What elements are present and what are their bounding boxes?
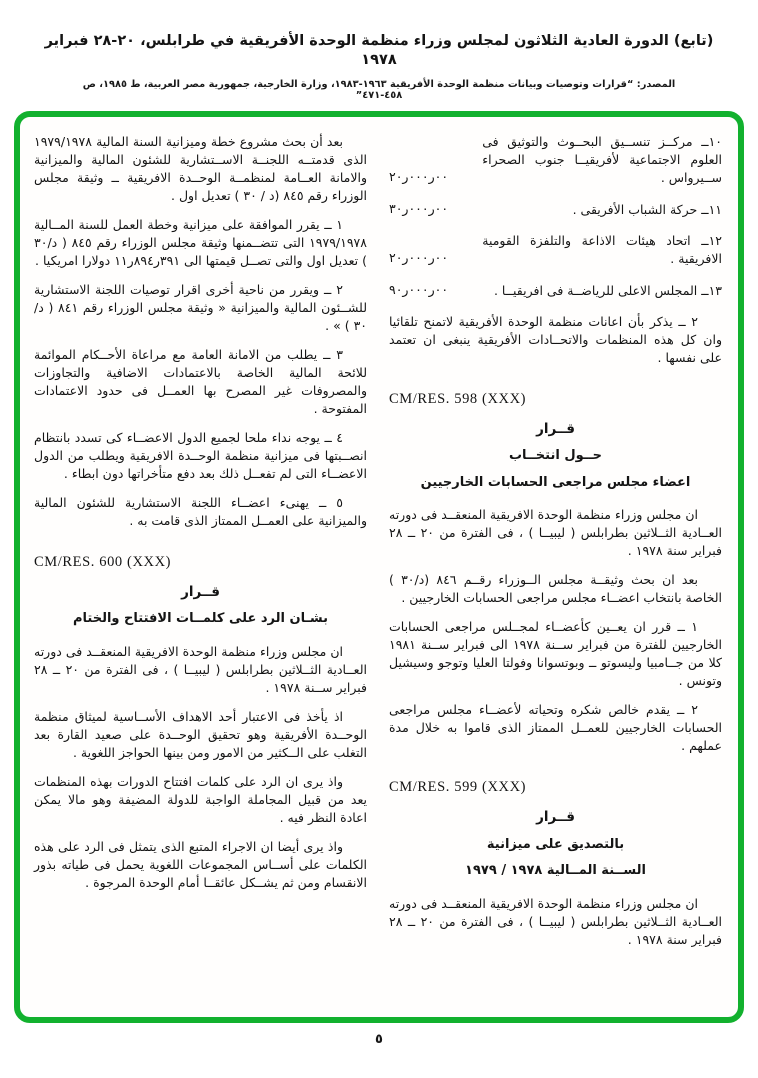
document-title: (تابع) الدورة العادية الثلاثون لمجلس وزراء منظمة الوحدة الأفريقية في طرابلس، ٢٠-٢٨ فبراير ١٩٧٨ [44,33,714,68]
source-line: المصدر: “قرارات وتوصيات وبيانات منظمة الوحدة الأفريقية ١٩٦٣-١٩٨٣، وزارة الخارجية، جمهورية مصر العربية، ط ١٩٨٥، ص ٤٥٨-٤٧١” [82,78,676,101]
resolution-code: CM/RES. 600 (XXX) [34,553,172,570]
paragraph: ٢ ــ يقدم خالص شكره وتحياته لأعضــاء مجلس مراجعى الحسابات الخارجيين للعمــل الممتاز الذى قاموا به خلال مدة عملهم . [389,702,722,754]
two-column-layout [34,133,722,1007]
paragraph: ٢ ــ يذكر بأن اعانات منظمة الوحدة الأفريقية لاتمنح تلقائيا وان كل هذه المنظمات والاتحــادات الأفريقية ينبغى ان تعتمد على نفسها . [389,313,722,365]
subvention-amount: ٣٠ر٠٠٠ر٠٠ [389,200,449,216]
content-frame [14,111,744,1023]
page-header [0,0,758,101]
subvention-amount: ٩٠ر٠٠٠ر٠٠ [389,281,449,297]
paragraph: ٣ ــ يطلب من الامانة العامة مع مراعاة الأحــكام الموائمة للائحة المالية الخاصة بالاعتمادات الاضافية والتجاوزات والمصروفات غير المصرح بها العمــل فى حدود الاعتمادات المفتوحة . [34,346,367,416]
paragraph: ١ ــ قرر ان يعــين كأعضــاء لمجــلس مراجعى الحسابات الخارجيين للفترة من فبراير ســنة ١٩٧٨ الى فبراير ســنة ١٩٨١ كلا من جــامبيا وليسوتو ــ وبوتسوانا وفولتا العليا وتوجو وسيشيل وتونس . [389,619,723,689]
paragraph: ٤ ــ يوجه نداء ملحا لجميع الدول الاعضــاء كى تسدد بانتظام انصــبتها فى ميزانية منظمة الوحــدة الافريقية ويطلب من الدول الاعضــاء التى لم تفعــل ذلك بعد دفع متأخراتها دون ابطاء . [34,429,367,481]
subvention-amount: ٢٠ر٠٠٠ر٠٠ [389,168,449,184]
resolution-subtitle: بشـان الرد على كلمــات الافتتاح والختام [72,611,329,626]
paragraph: بعد ان بحث وثيقــة مجلس الــوزراء رقــم ٨٤٦ (د/٣٠ ) الخاصة بانتخاب اعضــاء مجلس مراجعى الحسابات الخارجيين . [389,572,722,606]
paragraph: واذ يرى ان الرد على كلمات افتتاح الدورات بهذه المنظمات يعد من قبيل المجاملة الواجبة للدولة المضيفة وهو مالا يمكن اعادة النظر فيه . [34,773,367,825]
resolution-subtitle: حــول انتخــاب [508,448,603,463]
paragraph: بعد أن بحث مشروع خطة وميزانية السنة المالية ١٩٧٩/١٩٧٨ الذى قدمتــه اللجنــة الاســتشارية للشئون المالية والميزانية والامانة العــامة لمنظمــة الوحــدة الافريقية ــ وثيقة مجلس الوزراء رقم ٨٤٥ (د / ٣٠ ) تعديل اول . [34,133,367,203]
paragraph: ٥ ــ يهنىء اعضــاء اللجنة الاستشارية للشئون المالية والميزانية على العمــل الممتاز الذى قامت به . [34,494,367,528]
page-number: ٥ [375,1031,383,1047]
subvention-row [389,133,722,187]
resolution-subtitle: الســنة المــالية ١٩٧٨ / ١٩٧٩ [465,863,646,879]
resolution-heading: قــرار [536,809,575,826]
resolution-code: CM/RES. 598 (XXX) [389,390,527,407]
subvention-text: ١٠ــ مركــز تنســيق البحــوث والتوثيق فى العلوم الاجتماعية لأفريقيــا جنوب الصحراء ســيرواس . [482,133,722,185]
resolution-heading: قــرار [181,583,220,600]
subvention-text: ١٢ــ اتحاد هيئات الاذاعة والتلفزة القومية الافريقية . [482,232,722,266]
paragraph: واذ يرى أيضا ان الاجراء المتبع الذى يتمثل فى الرد على هذه الكلمات على أســاس المجموعات اللغوية يحمل فى طياته بذور الانقسام ومن ثم يشــكل عائقــا أمام الوحدة المرجوة . [34,838,367,890]
subvention-amount: ٢٠ر٠٠٠ر٠٠ [389,249,449,265]
column-left [34,133,367,1007]
resolution-subtitle: بالتصديق على ميزانية [486,836,625,852]
resolution-subtitle: اعضاء مجلس مراجعى الحسابات الخارجيين [420,474,691,490]
subvention-row [389,281,722,300]
resolution-code: CM/RES. 599 (XXX) [389,779,527,796]
subvention-row [389,232,722,268]
paragraph: ١ ــ يقرر الموافقة على ميزانية وخطة العمل للسنة المــالية ١٩٧٩/١٩٧٨ التى تتضــمنها وثيقة مجلس الوزراء رقم ٨٤٥ ( د/٣٠ ) تعديل اول والتى تصــل قيمتها الى ٣٩١ر٨٩٤ر١١ دولارا امريكيا . [34,216,367,268]
paragraph: ان مجلس وزراء منظمة الوحدة الافريقية المنعقــد فى دورته العــادية الثــلاثين بطرابلس ( ليبيــا ) ، فى الفترة من ٢٠ ــ ٢٨ فبراير ســنة ١٩٧٨ . [34,643,367,695]
paragraph: ان مجلس وزراء منظمة الوحدة الافريقية المنعقــد فى دورته العــادية الثــلاثين بطرابلس ( ليبيــا ) ، فى الفترة من ٢٠ ــ ٢٨ فبراير سنة ١٩٧٨ . [389,896,722,948]
resolution-heading: قــرار [536,420,575,437]
column-right [389,133,722,1007]
subvention-text: ١٣ــ المجلس الاعلى للرياضــة فى افريقيــا . [493,282,722,298]
paragraph: اذ يأخذ فى الاعتبار أحد الاهداف الأســاسية لميثاق منظمة الوحــدة الأفريقية وهو تحقيق الوحــدة على صعيد القارة بعد التغلب على الــكثير من الامور ومن بينها الحواجز اللغوية . [34,708,367,760]
paragraph: ٢ ــ ويقرر من ناحية أخرى اقرار توصيات اللجنة الاستشارية للشــئون المالية والميزانية « وثيقة مجلس الوزراء رقم ٨٤١ ( د/٣٠ ) » . [34,281,367,333]
paragraph: ان مجلس وزراء منظمة الوحدة الافريقية المنعقــد فى دورته العــادية الثــلاثين بطرابلس ( ليبيــا ) ، فى الفترة من ٢٠ ــ ٢٨ فبراير سنة ١٩٧٨ . [389,507,722,559]
subvention-row [389,200,722,219]
subvention-text: ١١ــ حركة الشباب الأفريقى . [572,201,722,217]
